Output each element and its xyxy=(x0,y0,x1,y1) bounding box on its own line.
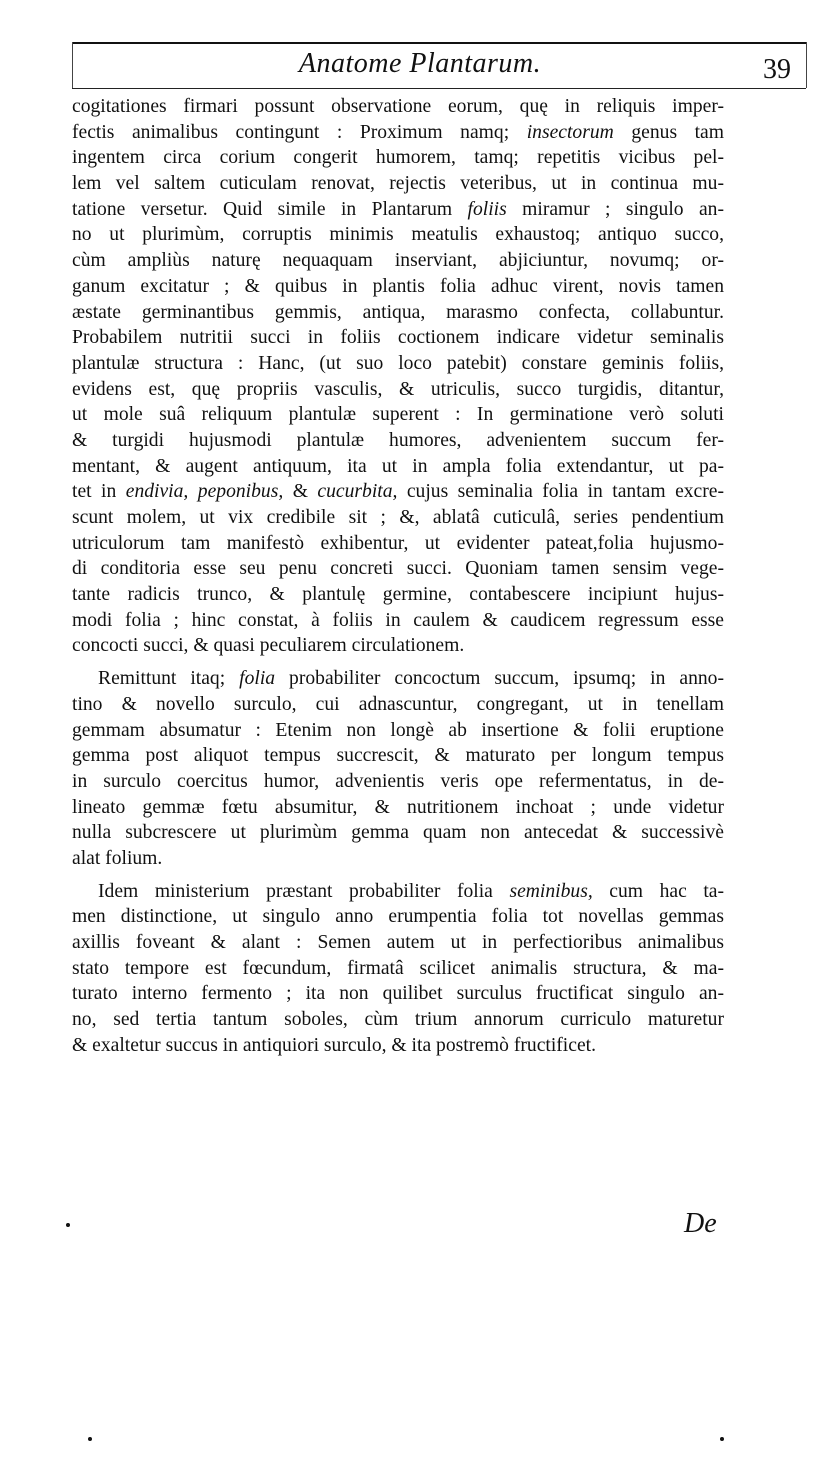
text-line: ingentem circa corium congerit humorem, tamq; repetitis vicibus pel- xyxy=(72,147,724,169)
text-line: no, sed tertia tantum soboles, cùm trium annorum curriculo maturetur xyxy=(72,1009,724,1031)
text-line: tante radicis trunco, & plantulę germine, contabescere incipiunt hujus- xyxy=(72,584,724,606)
text-line: gemma post aliquot tempus succrescit, & maturato per longum tempus xyxy=(72,745,724,767)
text-line: & exaltetur succus in antiquiori surculo, & ita postremò fructificet. xyxy=(72,1034,596,1056)
italic-term: insectorum xyxy=(526,121,614,143)
text-line: stato tempore est fœcundum, firmatâ scilicet animalis structura, & ma- xyxy=(72,957,724,979)
page-number: 39 xyxy=(763,54,791,85)
text-line: cogitationes firmari possunt observatione eorum, quę in reliquis imper- xyxy=(72,96,724,117)
italic-term: folia xyxy=(239,668,276,690)
text-line: ganum excitatur ; & quibus in plantis folia adhuc virent, novis tamen xyxy=(72,275,724,297)
header-rule-left xyxy=(72,42,73,88)
text-line: æstate germinantibus gemmis, antiqua, marasmo confecta, collabuntur. xyxy=(72,301,724,323)
text-line: alat folium. xyxy=(72,847,163,869)
italic-term: foliis xyxy=(467,198,507,220)
catchword: De xyxy=(684,1208,717,1239)
paragraph-gap xyxy=(72,659,724,666)
text-line: in surculo coercitus humor, advenientis veris ope refermentatus, in de- xyxy=(72,770,724,792)
ink-speck xyxy=(88,1437,92,1441)
text-line: Probabilem nutritii succi in foliis coctionem indicare videtur seminalis xyxy=(72,327,724,349)
text-line: no ut plurimùm, corruptis minimis meatulis exhaustoq; antiquo succo, xyxy=(72,224,724,246)
italic-term: seminibus, xyxy=(509,880,593,902)
text-line: tet in endivia, peponibus, & cucurbita, cujus seminalia folia in tantam excre- xyxy=(72,481,724,503)
text-line: mentant, & augent antiquum, ita ut in ampla folia extendantur, ut pa- xyxy=(72,455,724,477)
text-line: modi folia ; hinc constat, à foliis in caulem & caudicem regressum esse xyxy=(72,609,724,631)
italic-term: cucurbita, xyxy=(317,481,398,503)
text-line: concocti succi, & quasi peculiarem circulationem. xyxy=(72,635,465,657)
header-rule-right xyxy=(806,42,807,88)
text-line: nulla subcrescere ut plurimùm gemma quam non antecedat & successivè xyxy=(72,822,724,844)
text-line: tatione versetur. Quid simile in Plantarum foliis miramur ; singulo an- xyxy=(72,198,724,220)
paragraph-gap xyxy=(72,872,724,879)
text-line: Idem ministerium præstant probabiliter folia seminibus, cum hac ta- xyxy=(98,880,724,902)
text-line: tino & novello surculo, cui adnascuntur, congregant, ut in tenellam xyxy=(72,693,724,715)
text-line: evidens est, quę propriis vasculis, & utriculis, succo turgidis, ditantur, xyxy=(72,378,724,400)
text-line: Remittunt itaq; folia probabiliter concoctum succum, ipsumq; in anno- xyxy=(98,668,724,690)
text-line: fectis animalibus contingunt : Proximum namq; insectorum genus tam xyxy=(72,121,724,143)
header-rule-bottom xyxy=(72,88,806,89)
text-line: turato interno fermento ; ita non quilibet surculus fructificat singulo an- xyxy=(72,983,724,1005)
text-line: cùm ampliùs naturę nequaquam inserviant, abjiciuntur, novumq; or- xyxy=(72,250,724,272)
ink-speck xyxy=(720,1437,724,1441)
body-text xyxy=(72,94,724,1058)
text-line: ut mole suâ reliquum plantulæ superent : In germinatione verò soluti xyxy=(72,404,724,426)
text-line: scunt molem, ut vix credibile sit ; &, ablatâ cuticulâ, series pendentium xyxy=(72,507,724,528)
ink-speck xyxy=(66,1223,70,1227)
italic-term: endivia, peponibus, xyxy=(125,481,284,503)
text-line: lem vel saltem cuticulam renovat, rejectis veteribus, ut in continua mu- xyxy=(72,173,724,195)
text-line: lineato gemmæ fœtu absumitur, & nutritionem inchoat ; unde videtur xyxy=(72,796,724,818)
text-line: men distinctione, ut singulo anno erumpentia folia tot novellas gemmas xyxy=(72,906,724,928)
text-line: plantulæ structura : Hanc, (ut suo loco patebit) constare geminis foliis, xyxy=(72,352,724,374)
text-line: utriculorum tam manifestò exhibentur, ut evidenter pateat,folia hujusmo- xyxy=(72,532,724,554)
running-head: Anatome Plantarum. xyxy=(298,48,542,79)
text-line: di conditoria esse seu penu concreti succi. Quoniam tamen sensim vege- xyxy=(72,558,724,580)
text-line: & turgidi hujusmodi plantulæ humores, advenientem succum fer- xyxy=(72,429,724,451)
text-line: gemmam absumatur : Etenim non longè ab insertione & folii eruptione xyxy=(72,719,724,741)
text-line: axillis foveant & alant : Semen autem ut in perfectioribus animalibus xyxy=(72,932,724,953)
header-rule-top xyxy=(72,42,806,44)
